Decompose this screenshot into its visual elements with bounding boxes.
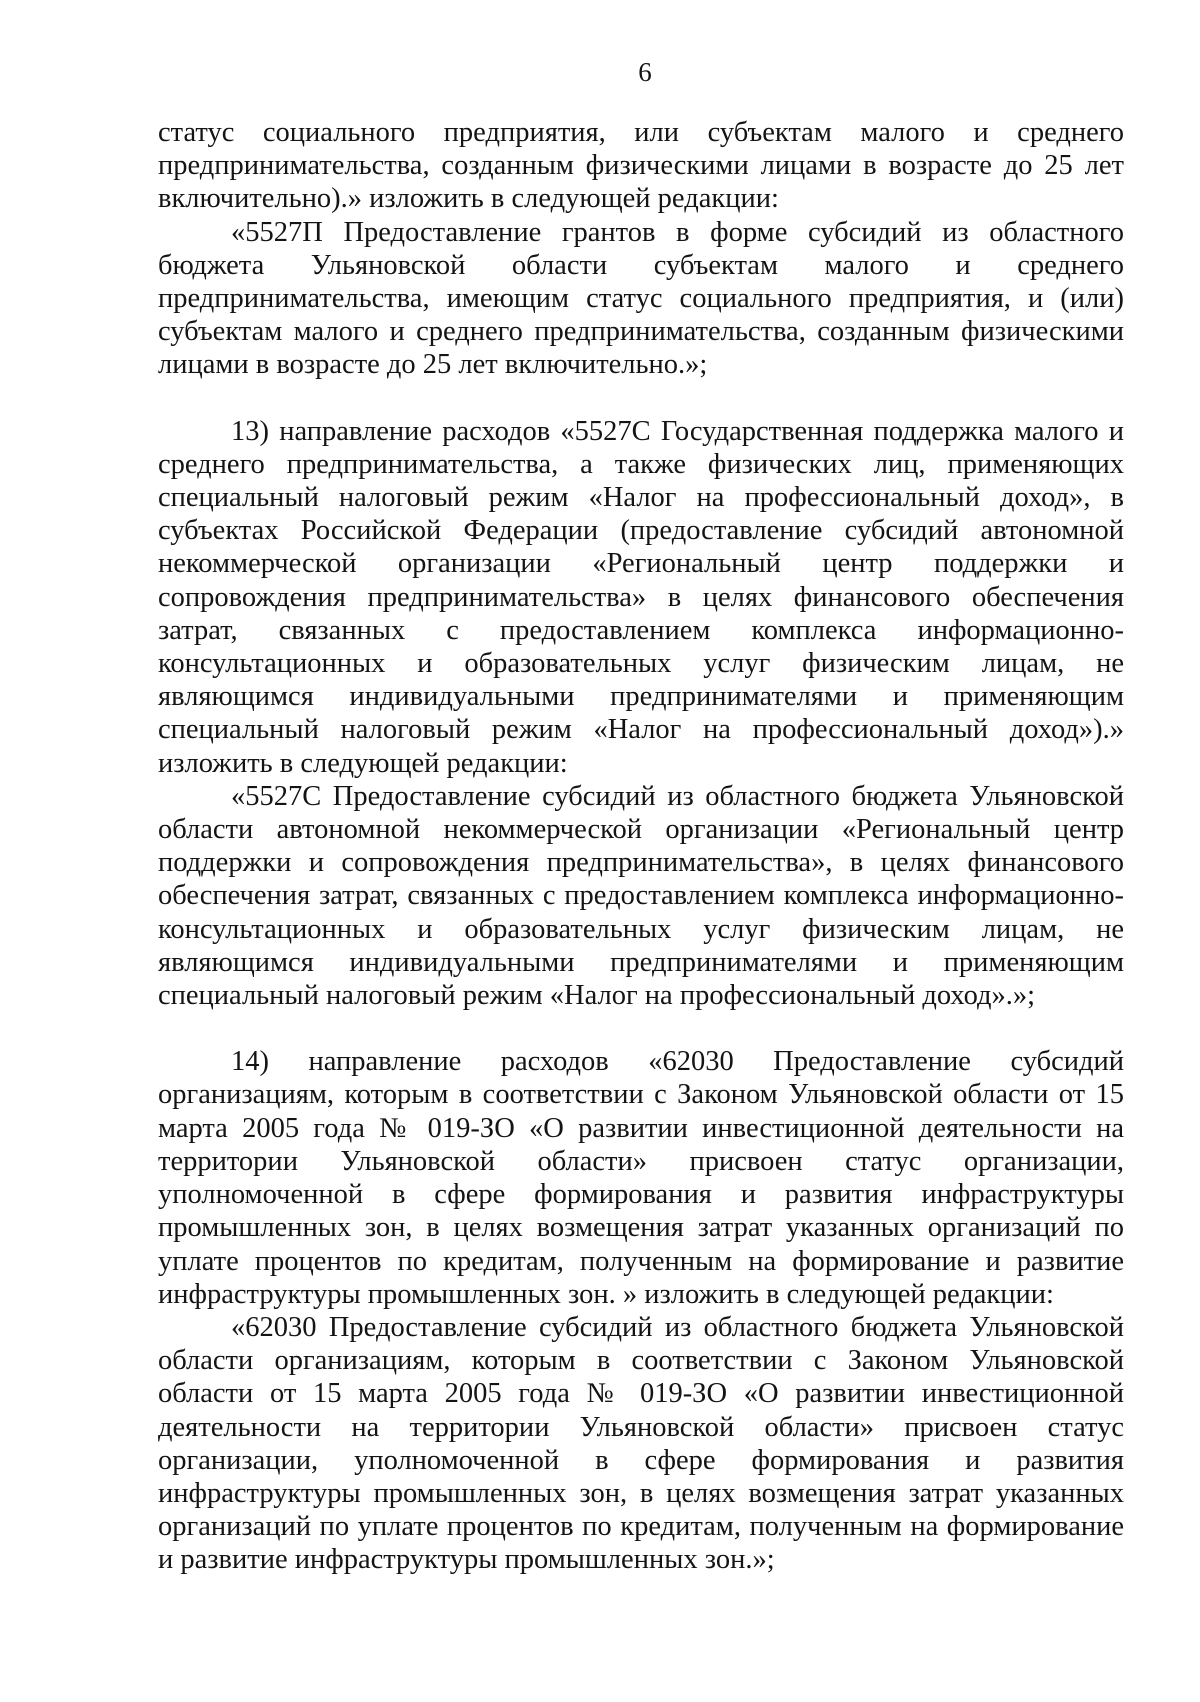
page-number: 6 (638, 57, 652, 87)
paragraph-item-13: 13) направление расходов «5527С Государственная поддержка малого и среднего предпринимательства, а также физических лиц, применяющих специальный налоговый режим «Налог на профессиональный доход», в субъектах Российской Федерации (предоставление субсидий автономной некоммерческой организации «Региональный центр поддержки и сопровождения предпринимательства» в целях финансового обеспечения затрат, связанных с предоставлением комплекса информационно-консультационных и образовательных услуг физическим лицам, не являющимся индивидуальными предпринимателями и применяющим специальный налоговый режим «Налог на профессиональный доход»).» изложить в следующей редакции: (158, 415, 1124, 779)
paragraph-continuation: статус социального предприятия, или субъектам малого и среднего предпринимательства, созданным физическими лицами в возрасте до 25 лет включительно).» изложить в следующей редакции: (158, 117, 1124, 215)
paragraph-5527p-new-edition: «5527П Предоставление грантов в форме субсидий из областного бюджета Ульяновской области субъектам малого и среднего предпринимательства, имеющим статус социального предприятия, и (или) субъектам малого и среднего предпринимательства, созданным физическими лицами в возрасте до 25 лет включительно.»; (158, 216, 1124, 381)
paragraph-62030-new-edition: «62030 Предоставление субсидий из областного бюджета Ульяновской области организациям, которым в соответствии с Законом Ульяновской области от 15 марта 2005 года № 019-ЗО «О развитии инвестиционной деятельности на территории Ульяновской области» присвоен статус организации, уполномоченной в сфере формирования и развития инфраструктуры промышленных зон, в целях возмещения затрат указанных организаций по уплате процентов по кредитам, полученным на формирование и развитие инфраструктуры промышленных зон.»; (158, 1311, 1124, 1576)
document-body (158, 116, 1124, 1577)
paragraph-5527s-new-edition: «5527С Предоставление субсидий из областного бюджета Ульяновской области автономной некоммерческой организации «Региональный центр поддержки и сопровождения предпринимательства», в целях финансового обеспечения затрат, связанных с предоставлением комплекса информационно-консультационных и образовательных услуг физическим лицам, не являющимся индивидуальными предпринимателями и применяющим специальный налоговый режим «Налог на профессиональный доход».»; (158, 780, 1124, 1012)
paragraph-item-14: 14) направление расходов «62030 Предоставление субсидий организациям, которым в соответствии с Законом Ульяновской области от 15 марта 2005 года № 019-ЗО «О развитии инвестиционной деятельности на территории Ульяновской области» присвоен статус организации, уполномоченной в сфере формирования и развития инфраструктуры промышленных зон, в целях возмещения затрат указанных организаций по уплате процентов по кредитам, полученным на формирование и развитие инфраструктуры промышленных зон. » изложить в следующей редакции: (158, 1046, 1124, 1310)
